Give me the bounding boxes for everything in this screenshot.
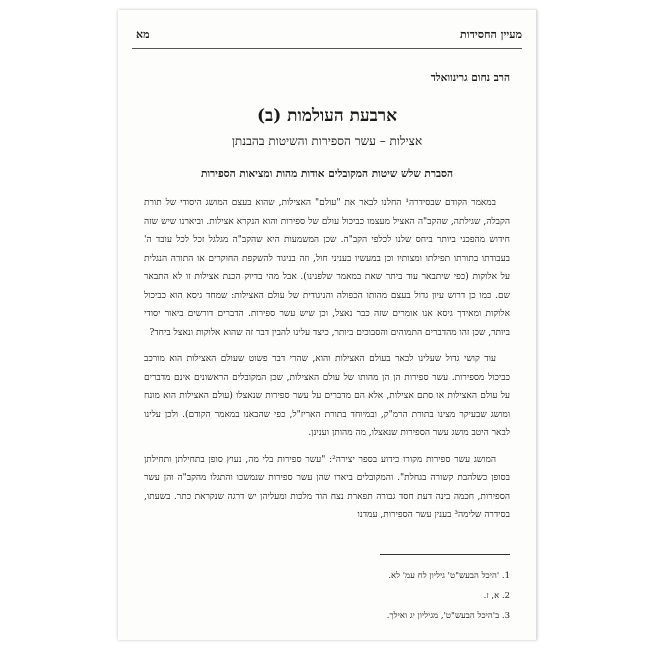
footnote-2: 2. א, ז.	[483, 591, 510, 601]
article-body	[144, 194, 510, 533]
page-header	[132, 28, 522, 46]
paragraph-3: המושג עשר ספירות מקורו כידוע בספר יצירה²: "עשר ספירות בלי מה, נעוץ סופן בתחילתן ותחילתן בסופן כשלהבת קשורה בגחלת". והמקובלים ביארו שהן עשר ספירות שנמשכו והתגלו מהקב"ה והן עשר הספירות, חכמה בינה דעת חסד גבורה תפארת נצח הוד מלכות ומעליהן יש דרגה שנקראת כתר. בשעתו, בסידרה שלימה³ בענין עשר הספירות, עמדנו	[144, 454, 510, 520]
section-heading: הסברת שלש שיטות המקובלים אודות מהות ומציאות הספירות	[200, 168, 454, 180]
running-title: מעיין החסידות	[460, 28, 522, 41]
paragraph-2: עוד קושי גדול שעלינו לבאר בעולם האצילות והוא, שהרי דבר פשוט שעולם האצילות הוא מורכב כביכול מספירות. עשר ספירות הן הן מהותו של עולם האצילות, שכן המקובלים הראשונים אינם מדברים על עולם האצילות או סתם אצילות, אלא הם מדברים על עשר ספירות שנאצלו (עולם האצילות הוא מונח ומושג שבעיקר מצינו בתורת הרמ"ק, ובמיוחד בתורת האריז"ל, כפי שהבאנו במאמר הקודם). ולכן עלינו לבאר היטב מושג עשר הספירות שנאצלו, מה מהותן וענינן.	[144, 354, 510, 438]
paragraph-1: במאמר הקודם שבסידרה¹ החלנו לבאר את "עולם" האצילות, שהוא בעצם המושג היסודי של תורת הקבלה, שגילתה, שהקב"ה האציל מעצמו כביכול עולם של ספירות והוא הנקרא אצילות. וביארנו שיש שזה חידוש מהפכני ביותר ביחס שלנו לכלפי הקב"ה. שכן המשמעות היא שהקב"ה מגלגל זכל לכל עובד ה' בעבודתו בתורתו תפילתו ומצותיו וכן במעשיו בעניני חול, וזה בניגוד להשקפת החוקרים או התורה הנגלית על אלוקות (כפי שיתבאר עוד ביתר שאת במאמר שלפנינו). אבל מהי בדיוק הכנת אצילות זו לא התבאר שם. כמו כן דרוש עיון גדול בעצם מהותו הכפולה והניגודית של עולם האצילות: שמחד גיסא הוא כביכול אלוקות ומאידך גיסא אנו אומרים שזה כבר נאצל, וכן שיש עשר ספירות. הדברים דורשים ביאור יסודי ביותר, שכן זהו מהדברים התמוהים והסבוכים ביותר, כיצד עלינו להבין דבר זה שהוא אלוקות ונאצל ביחד?	[144, 198, 510, 338]
page-number: מא	[136, 28, 150, 41]
footnote-1: 1. 'היכל הבעש"ט' גיליון לח עמ' לא.	[388, 571, 510, 581]
article-subtitle: אצילות – עשר הספירות והשיטות בהבנתן	[231, 134, 423, 148]
footnotes	[144, 566, 510, 626]
footnote-rule	[380, 554, 510, 555]
footnote-3: 3. ב'היכל הבעש"ט', מגיליון יג ואילך.	[386, 611, 510, 621]
article-title: ארבעת העולמות (ב)	[256, 106, 398, 126]
author-name: הרב נחום גרינוואלד	[430, 72, 510, 84]
book-page	[118, 10, 537, 640]
header-rule	[132, 48, 522, 49]
